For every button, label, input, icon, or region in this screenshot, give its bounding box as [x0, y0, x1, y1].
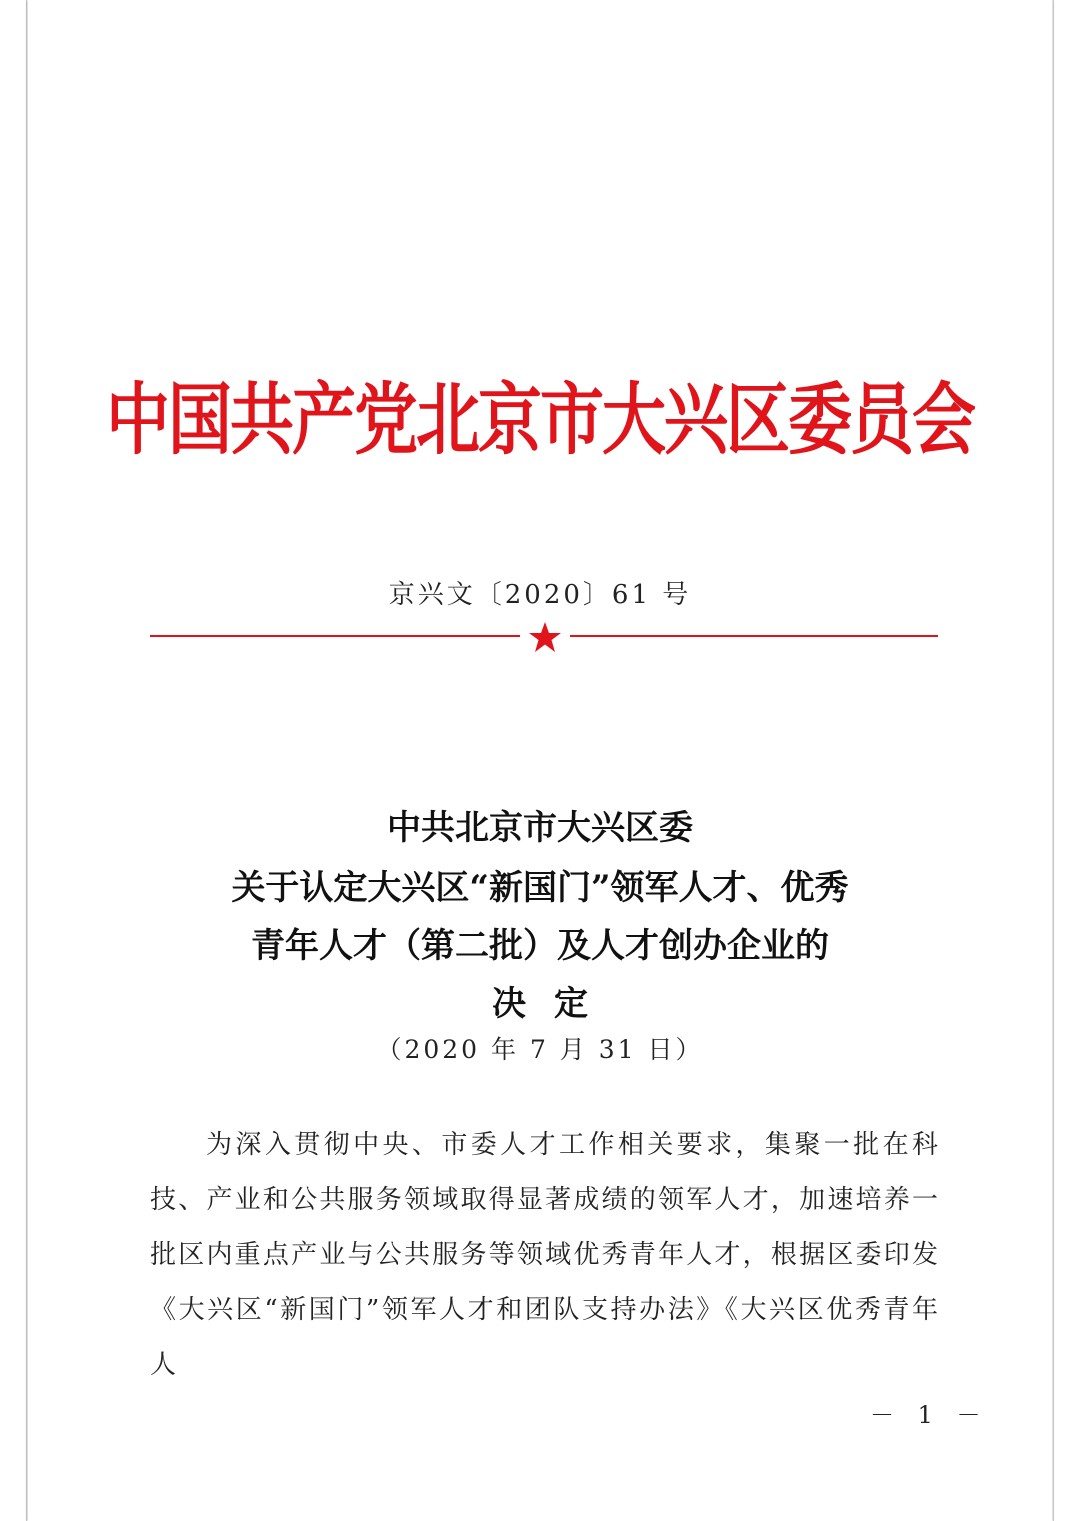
title-line-1: 中共北京市大兴区委: [387, 808, 693, 848]
masthead-title: 中国共产党北京市大兴区委员会: [106, 374, 974, 467]
page-edge-right: [1053, 0, 1054, 1521]
body-paragraph: 为深入贯彻中央、市委人才工作相关要求，集聚一批在科技、产业和公共服务领域取得显著成绩的领军人才，加速培养一批区内重点产业与公共服务等领域优秀青年人才，根据区委印发《大兴区“新国门”领军人才和团队支持办法》《大兴区优秀青年人: [150, 1130, 940, 1380]
page-number: － 1 －: [870, 1401, 989, 1429]
red-divider-left: [150, 635, 520, 637]
title-line-2: 关于认定大兴区“新国门”领军人才、优秀: [231, 868, 849, 908]
star-icon: [528, 620, 562, 654]
document-number: 京兴文〔2020〕61 号: [388, 580, 692, 610]
title-line-3: 青年人才（第二批）及人才创办企业的: [251, 926, 829, 966]
page-edge-left: [26, 0, 27, 1521]
title-line-4: 决定: [492, 984, 616, 1024]
red-divider-right: [570, 635, 938, 637]
document-date: （2020 年 7 月 31 日）: [376, 1035, 704, 1064]
